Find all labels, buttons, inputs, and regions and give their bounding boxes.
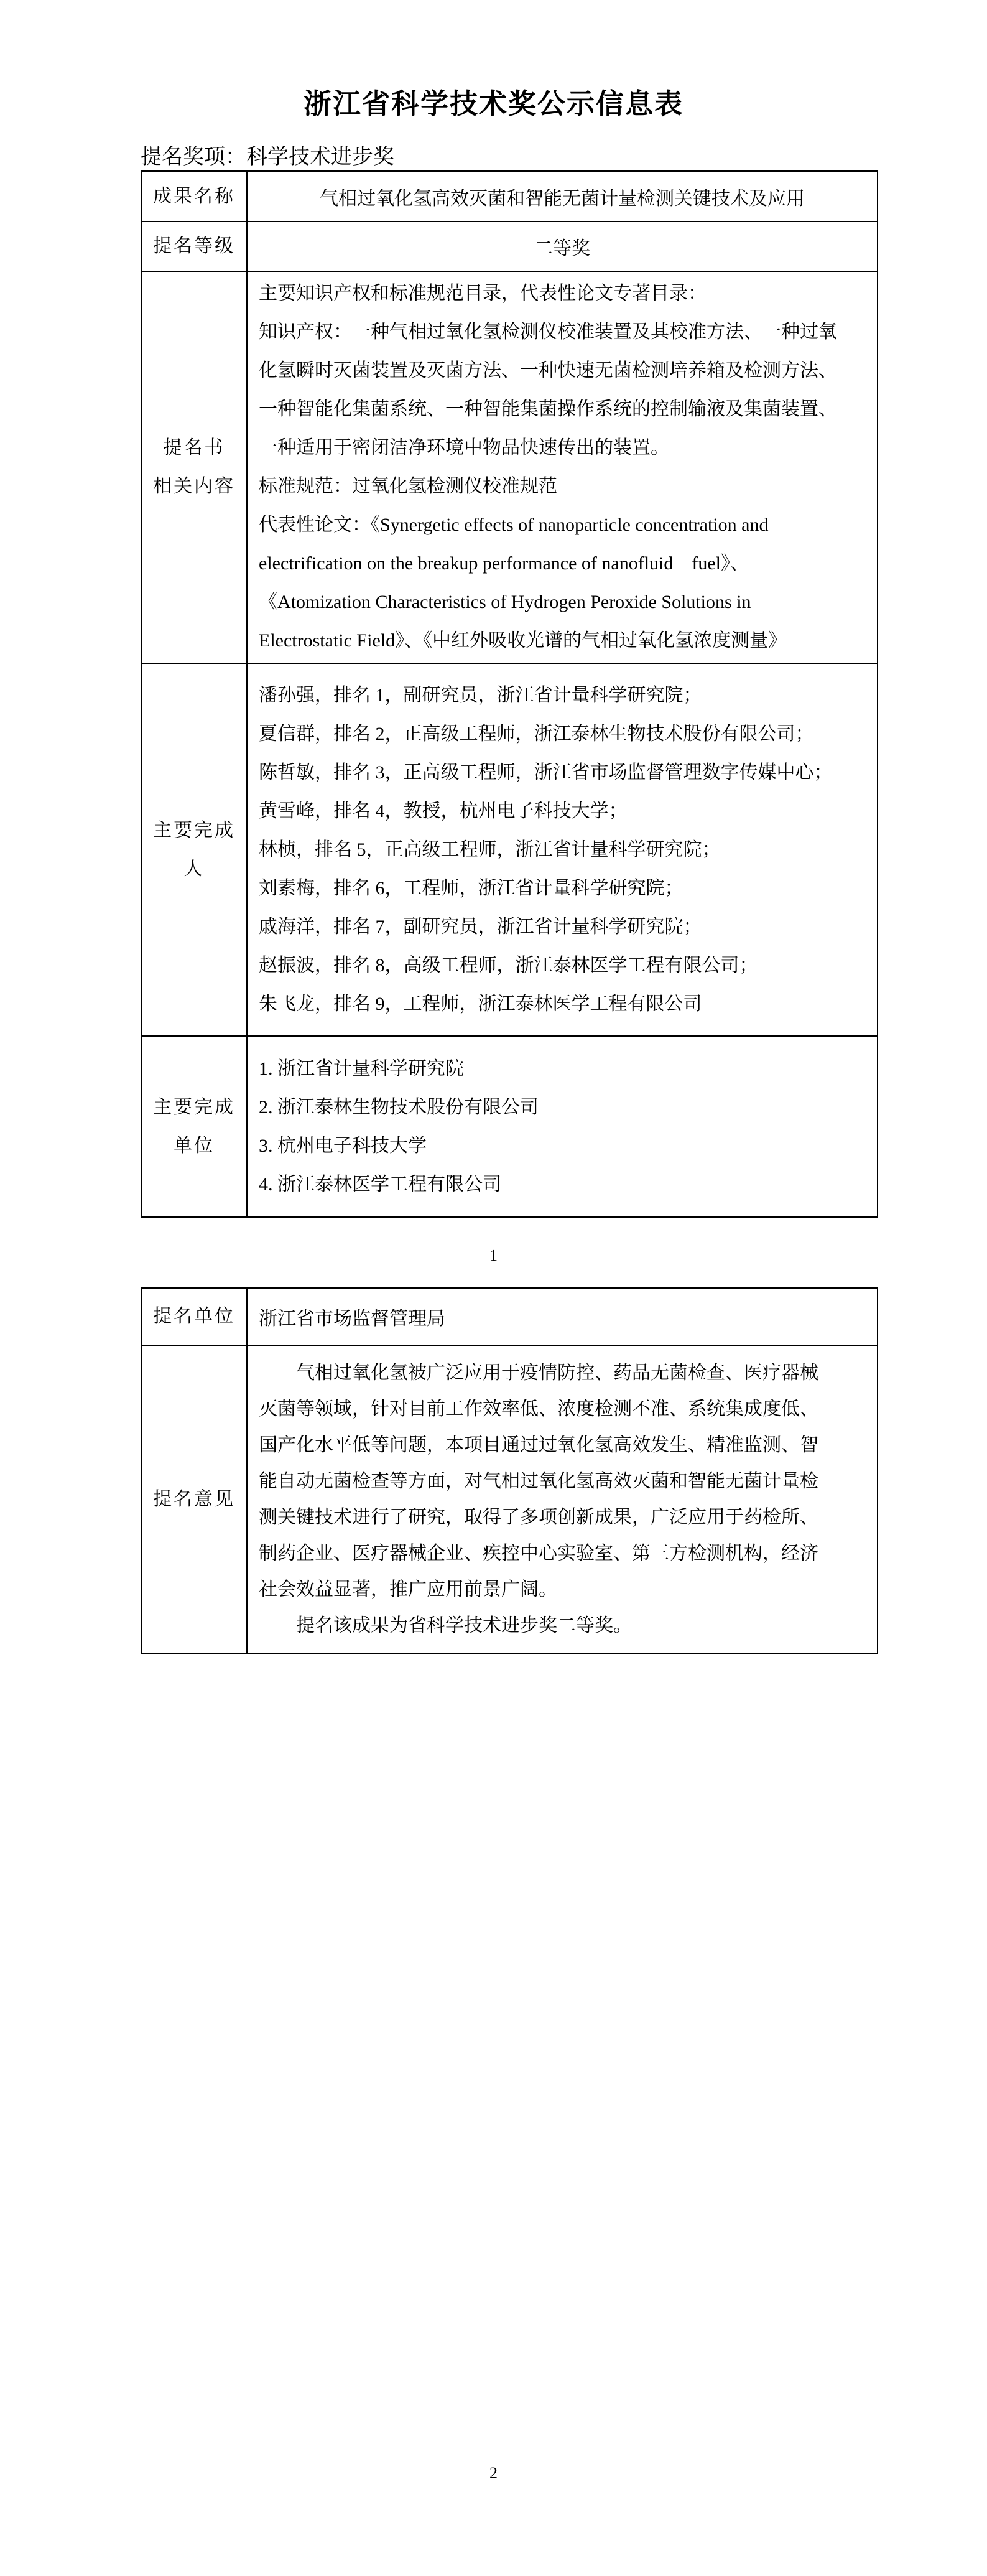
text-line: 黄雪峰，排名 4，教授，杭州电子科技大学； — [259, 800, 628, 821]
document-title: 浙江省科学技术奖公示信息表 — [303, 88, 683, 119]
table-row-main-completing-units — [141, 1036, 878, 1217]
text-line: 2. 浙江泰林生物技术股份有限公司 — [259, 1096, 539, 1118]
text-line: Electrostatic Field》、《中红外吸收光谱的气相过氧化氢浓度测量》 — [259, 630, 787, 651]
text-line: 林桢，排名 5，正高级工程师，浙江省计量科学研究院； — [259, 839, 721, 860]
text-line: 一种适用于密闭洁净环境中物品快速传出的装置。 — [259, 437, 669, 458]
main-completing-units-content — [247, 1036, 878, 1217]
nomination-grade-value: 二等奖 — [247, 222, 878, 271]
text-line: 社会效益显著，推广应用前景广阔。 — [259, 1579, 557, 1600]
main-completers-label — [141, 663, 247, 1036]
text-line: 主要完成 — [153, 1096, 235, 1118]
text-line: electrification on the breakup performance of nanofluid fuel》、 — [259, 553, 749, 574]
text-line: 陈哲敏，排名 3，正高级工程师，浙江省市场监督管理数字传媒中心； — [259, 762, 833, 783]
text-line: 国产化水平低等问题，本项目通过过氧化氢高效发生、精准监测、智 — [259, 1434, 818, 1455]
table-row-result-name — [141, 171, 878, 222]
page-number: 2 — [489, 2464, 498, 2482]
nomination-opinion-label: 提名意见 — [141, 1345, 247, 1653]
info-table — [141, 170, 878, 1218]
table-row-nomination-document — [141, 271, 878, 663]
text-line: 主要完成 — [153, 819, 235, 841]
nomination-document-label — [141, 271, 247, 663]
text-line: 主要知识产权和标准规范目录，代表性论文专著目录： — [259, 283, 707, 304]
text-line: 单位 — [174, 1135, 215, 1156]
text-line: 3. 杭州电子科技大学 — [259, 1135, 427, 1156]
text-line: 知识产权：一种气相过氧化氢检测仪校准装置及其校准方法、一种过氧 — [259, 322, 837, 342]
text-line: 潘孙强，排名 1，副研究员，浙江省计量科学研究院； — [259, 684, 702, 706]
result-name-value: 气相过氧化氢高效灭菌和智能无菌计量检测关键技术及应用 — [247, 171, 878, 222]
opinion-table — [141, 1287, 878, 1654]
table-row-nomination-opinion — [141, 1345, 878, 1653]
text-line: 相关内容 — [153, 476, 235, 497]
text-line: 夏信群，排名 2，正高级工程师，浙江泰林生物技术股份有限公司； — [259, 723, 814, 744]
text-line: 代表性论文：《Synergetic effects of nanoparticle concentration and — [259, 515, 769, 535]
nomination-document-content — [247, 271, 878, 663]
text-line: 提名书 — [163, 437, 225, 458]
main-completing-units-lines — [248, 1047, 877, 1206]
text-line: 戚海洋，排名 7，副研究员，浙江省计量科学研究院； — [259, 916, 702, 937]
nominating-unit-value: 浙江省市场监督管理局 — [247, 1288, 878, 1345]
nominating-unit-label: 提名单位 — [141, 1288, 247, 1345]
nomination-opinion-content — [247, 1345, 878, 1653]
text-line: 气相过氧化氢被广泛应用于疫情防控、药品无菌检查、医疗器械 — [259, 1362, 818, 1383]
text-line: 刘素梅，排名 6，工程师，浙江省计量科学研究院； — [259, 877, 683, 898]
text-line: 人 — [183, 858, 205, 879]
main-completers-lines — [248, 674, 877, 1026]
table-row-nominating-unit — [141, 1288, 878, 1345]
nomination-document-lines — [248, 272, 877, 663]
nomination-grade-label: 提名等级 — [141, 222, 247, 271]
text-line: 4. 浙江泰林医学工程有限公司 — [259, 1174, 501, 1195]
text-line: 化氢瞬时灭菌装置及灭菌方法、一种快速无菌检测培养箱及检测方法、 — [259, 360, 837, 381]
text-line: 测关键技术进行了研究，取得了多项创新成果，广泛应用于药检所、 — [259, 1506, 818, 1528]
text-line: 能自动无菌检查等方面，对气相过氧化氢高效灭菌和智能无菌计量检 — [259, 1470, 818, 1491]
text-line: 朱飞龙，排名 9，工程师，浙江泰林医学工程有限公司 — [259, 993, 702, 1014]
text-line: 标准规范：过氧化氢检测仪校准规范 — [259, 476, 557, 497]
text-line: 提名该成果为省科学技术进步奖二等奖。 — [259, 1615, 632, 1636]
text-line: 灭菌等领域，针对目前工作效率低、浓度检测不准、系统集成度低、 — [259, 1398, 818, 1419]
table-row-nomination-grade — [141, 222, 878, 271]
text-line: 一种智能化集菌系统、一种智能集菌操作系统的控制输液及集菌装置、 — [259, 399, 837, 419]
nomination-opinion-lines — [248, 1353, 877, 1646]
main-completers-content — [247, 663, 878, 1036]
nomination-award-line: 提名奖项：科学技术进步奖 — [141, 146, 394, 169]
result-name-label: 成果名称 — [141, 171, 247, 222]
main-completing-units-label — [141, 1036, 247, 1217]
text-line: 《Atomization Characteristics of Hydrogen Peroxide Solutions in — [259, 592, 751, 612]
text-line: 赵振波，排名 8，高级工程师，浙江泰林医学工程有限公司； — [259, 954, 758, 976]
table-row-main-completers — [141, 663, 878, 1036]
text-line: 1. 浙江省计量科学研究院 — [259, 1058, 464, 1079]
text-line: 制药企业、医疗器械企业、疾控中心实验室、第三方检测机构，经济 — [259, 1542, 818, 1564]
page-number: 1 — [489, 1246, 498, 1264]
